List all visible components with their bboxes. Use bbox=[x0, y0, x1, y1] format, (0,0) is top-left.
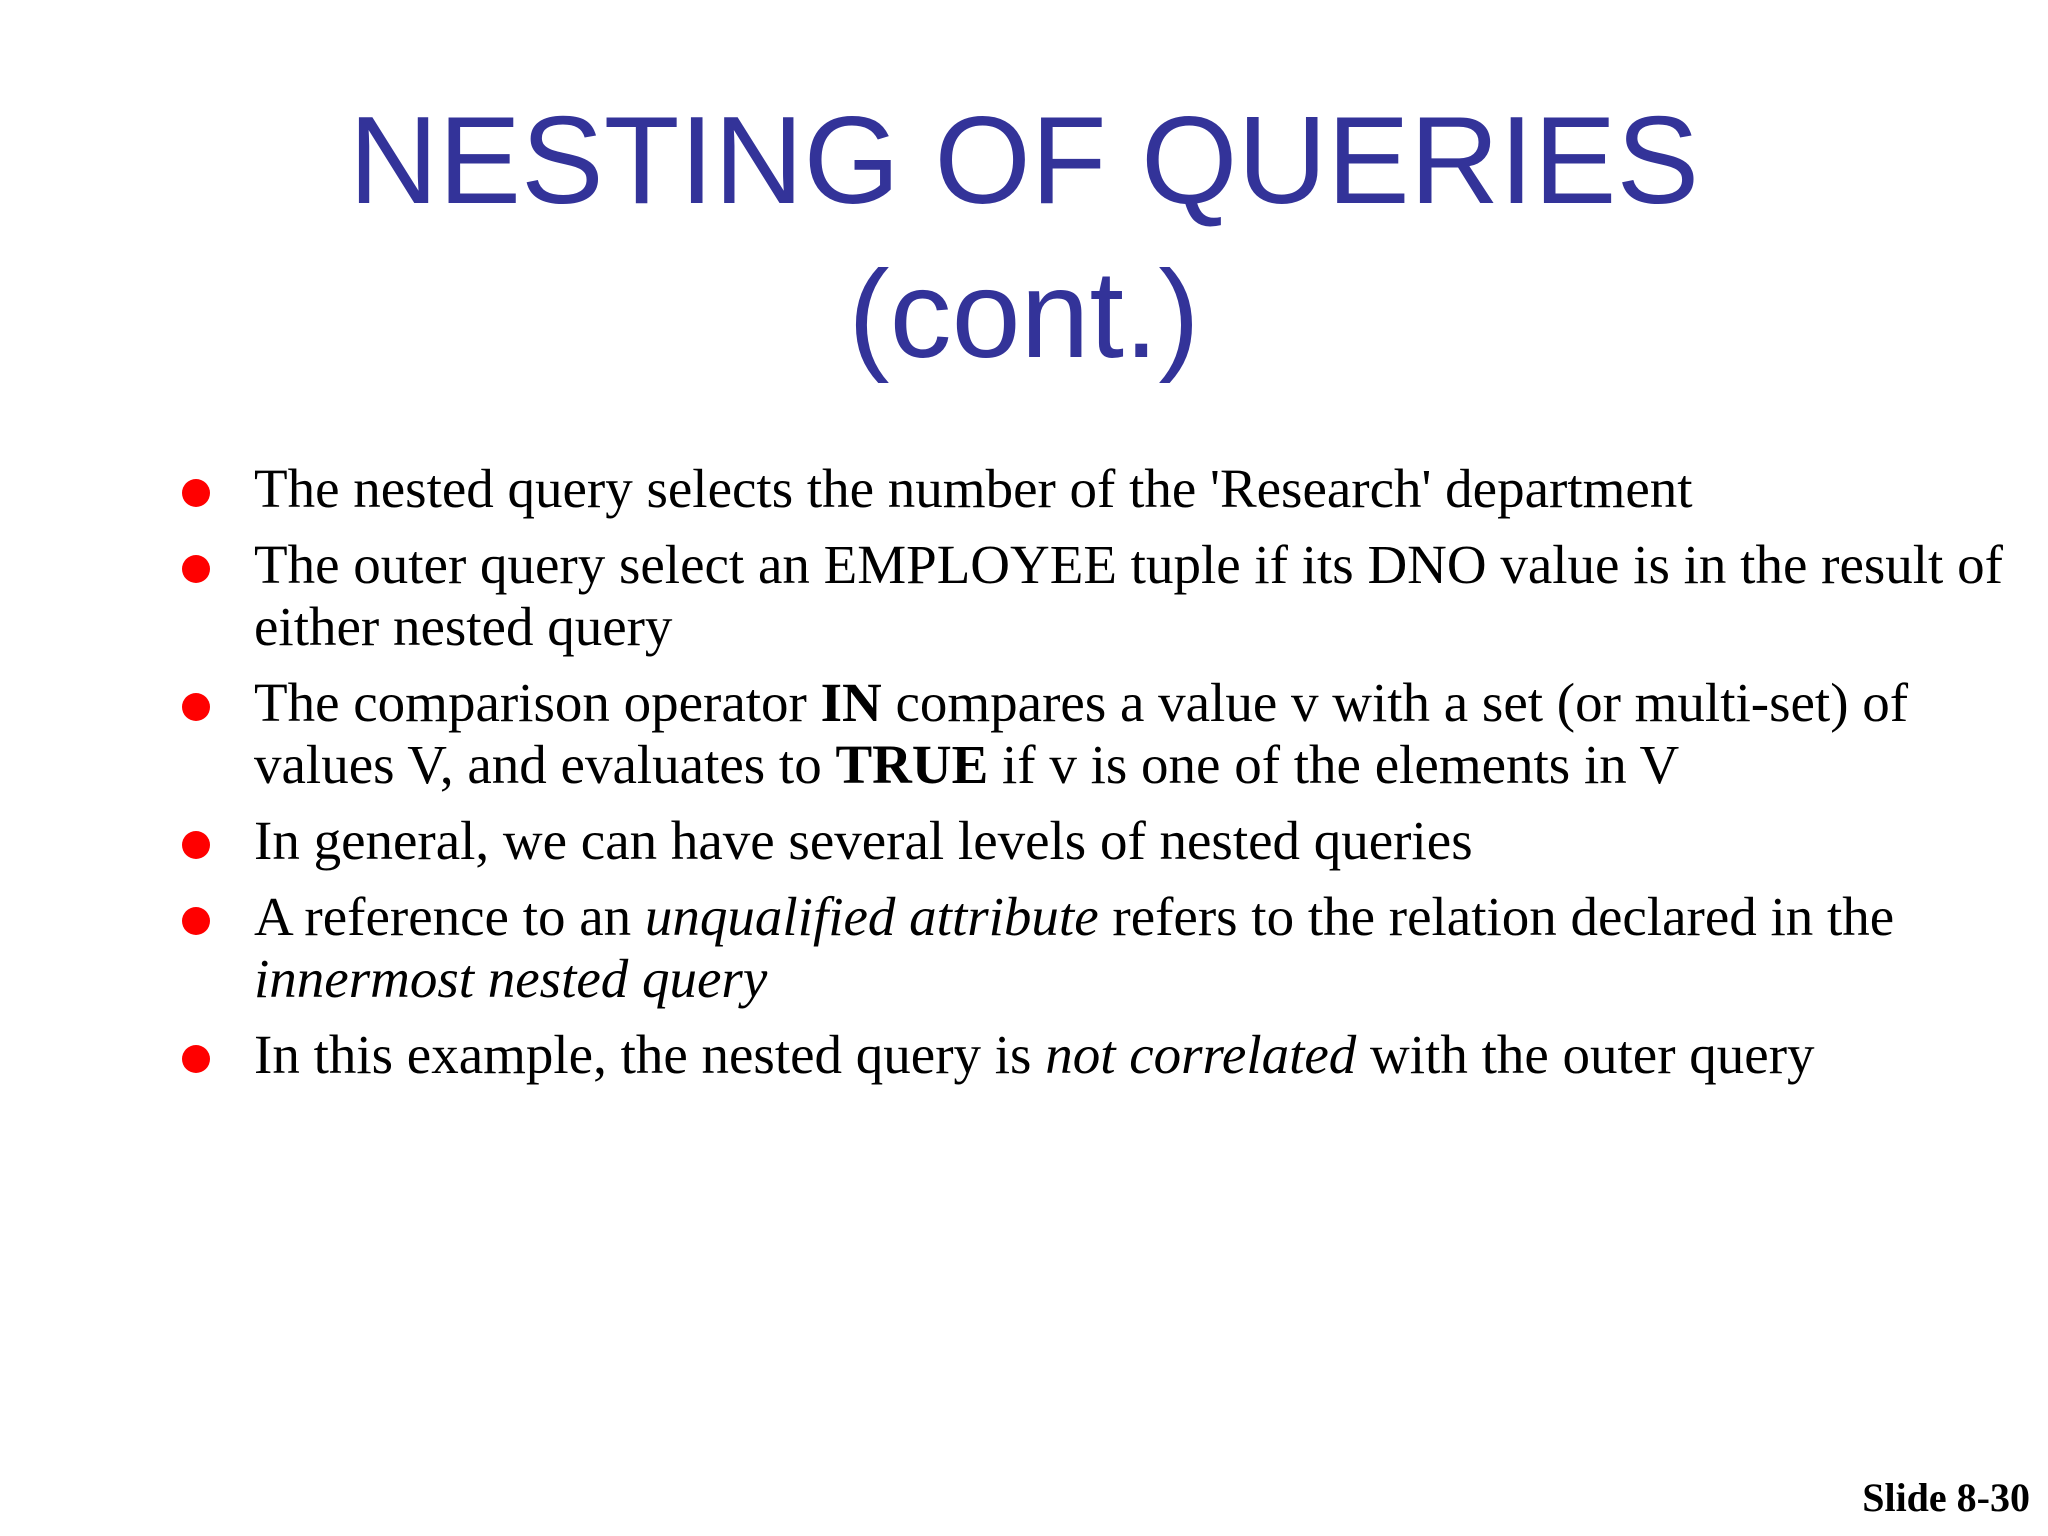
bullet-dot-icon bbox=[182, 555, 210, 583]
bullet-italic-term: innermost nested query bbox=[254, 948, 768, 1009]
bullet-bold-term: TRUE bbox=[835, 734, 989, 795]
slide-number: Slide 8-30 bbox=[1862, 1475, 2030, 1520]
bullet-item-5 bbox=[178, 886, 2018, 1010]
bullet-text: with the outer query bbox=[1356, 1024, 1815, 1085]
bullet-dot-icon bbox=[182, 693, 210, 721]
bullet-text: In general, we can have several levels of nested queries bbox=[254, 810, 1473, 871]
bullet-text: The comparison operator bbox=[254, 672, 821, 733]
bullet-item-3 bbox=[178, 672, 2018, 796]
bullet-text: A reference to an bbox=[254, 886, 645, 947]
slide-title-line-1: NESTING OF QUERIES bbox=[348, 92, 1700, 230]
bullet-text: The nested query selects the number of the 'Research' department bbox=[254, 458, 1693, 519]
bullet-italic-term: not correlated bbox=[1045, 1024, 1357, 1085]
bullet-item-2 bbox=[178, 534, 2018, 658]
bullet-text: if v is one of the elements in V bbox=[988, 734, 1680, 795]
bullet-dot-icon bbox=[182, 831, 210, 859]
bullet-text: The outer query select an EMPLOYEE tuple if its DNO value is in the result of either nested query bbox=[254, 534, 2003, 657]
bullet-text: In this example, the nested query is bbox=[254, 1024, 1046, 1085]
bullet-item-4 bbox=[178, 810, 2018, 872]
bullet-item-1 bbox=[178, 458, 2018, 520]
slide-title bbox=[0, 84, 2048, 392]
bullet-item-6 bbox=[178, 1024, 2018, 1086]
bullet-dot-icon bbox=[182, 907, 210, 935]
bullet-italic-term: unqualified attribute bbox=[644, 886, 1099, 947]
bullet-text: refers to the relation declared in the bbox=[1098, 886, 1895, 947]
bullet-dot-icon bbox=[182, 479, 210, 507]
bullet-dot-icon bbox=[182, 1045, 210, 1073]
bullet-list bbox=[178, 458, 2018, 1100]
bullet-bold-term: IN bbox=[820, 672, 882, 733]
bullet-text: compares a value v with a set (or multi-set) of values V, and evaluates to bbox=[254, 672, 1909, 795]
slide-title-line-2: (cont.) bbox=[848, 246, 1200, 384]
